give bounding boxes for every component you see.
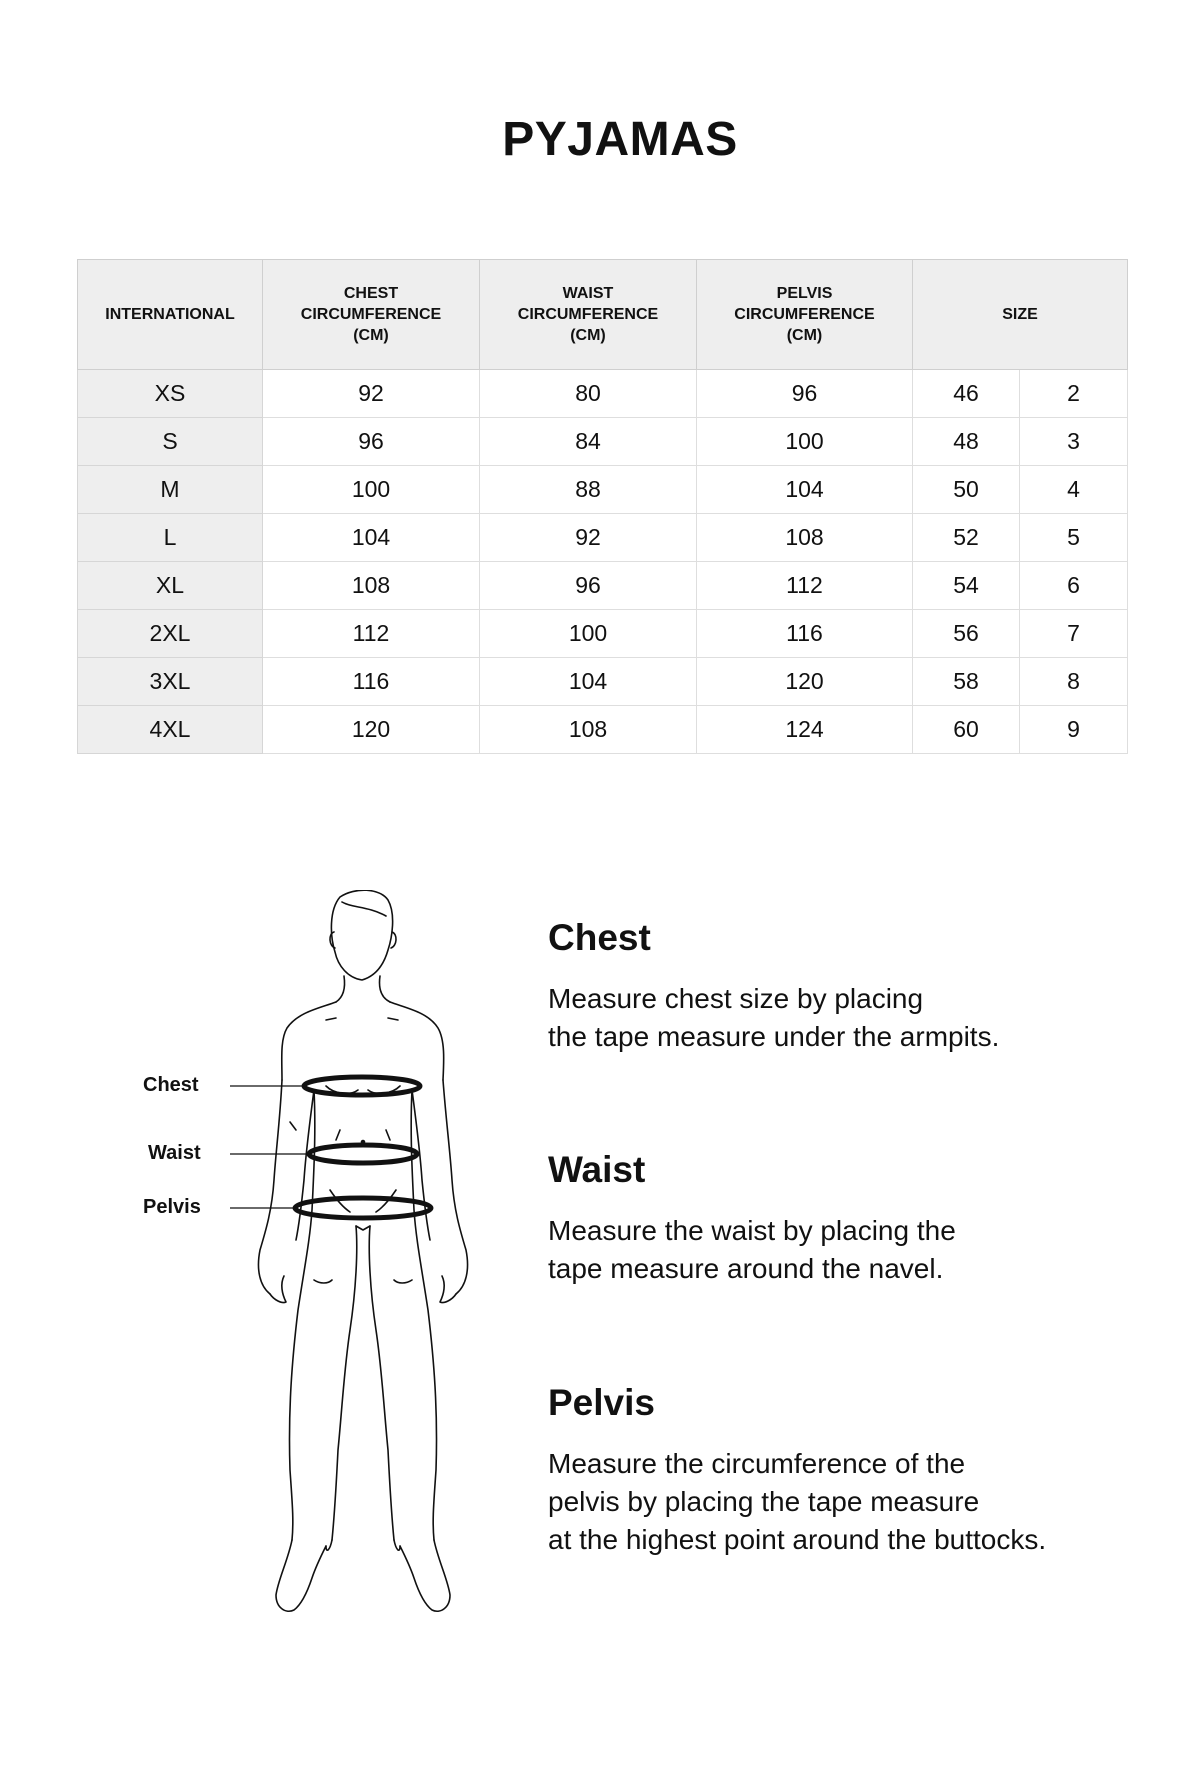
cell-waist: 96 [480,562,697,610]
cell-waist: 84 [480,418,697,466]
cell-chest: 120 [263,706,480,754]
header-chest: CHEST CIRCUMFERENCE (CM) [263,260,480,370]
header-size: SIZE [913,260,1128,370]
cell-pelvis: 100 [697,418,913,466]
cell-international: 2XL [78,610,263,658]
section-pelvis [548,1381,1148,1559]
table-row [78,658,1128,706]
table-row [78,706,1128,754]
cell-size-b: 5 [1020,514,1128,562]
table-row [78,418,1128,466]
cell-chest: 108 [263,562,480,610]
cell-size-b: 4 [1020,466,1128,514]
cell-chest: 92 [263,370,480,418]
page-title: PYJAMAS [502,113,738,166]
cell-chest: 116 [263,658,480,706]
table-row [78,466,1128,514]
pelvis-tape [295,1198,431,1218]
cell-size-a: 54 [913,562,1020,610]
cell-size-a: 58 [913,658,1020,706]
table-row [78,610,1128,658]
cell-waist: 100 [480,610,697,658]
cell-waist: 108 [480,706,697,754]
chest-tape [304,1077,420,1095]
cell-size-b: 9 [1020,706,1128,754]
table-row [78,514,1128,562]
cell-pelvis: 116 [697,610,913,658]
cell-waist: 80 [480,370,697,418]
cell-chest: 112 [263,610,480,658]
cell-waist: 104 [480,658,697,706]
table-header-row [78,260,1128,370]
cell-international: M [78,466,263,514]
header-waist: WAIST CIRCUMFERENCE (CM) [480,260,697,370]
cell-size-a: 56 [913,610,1020,658]
cell-pelvis: 124 [697,706,913,754]
figure-label-chest: Chest [143,1074,199,1096]
cell-size-b: 7 [1020,610,1128,658]
header-international: INTERNATIONAL [78,260,263,370]
cell-international: XS [78,370,263,418]
cell-size-a: 46 [913,370,1020,418]
cell-waist: 92 [480,514,697,562]
section-waist-heading: Waist [548,1149,646,1190]
cell-size-b: 2 [1020,370,1128,418]
cell-size-a: 50 [913,466,1020,514]
section-pelvis-heading: Pelvis [548,1382,655,1423]
cell-pelvis: 96 [697,370,913,418]
cell-waist: 88 [480,466,697,514]
section-chest-heading: Chest [548,917,651,958]
cell-chest: 104 [263,514,480,562]
cell-pelvis: 104 [697,466,913,514]
body-figure-illustration [230,890,490,1630]
figure-label-waist: Waist [148,1142,201,1164]
table-row [78,370,1128,418]
section-chest-text: Measure chest size by placing the tape measure under the armpits. [548,983,1000,1052]
cell-pelvis: 112 [697,562,913,610]
head-outline [331,890,392,980]
cell-size-b: 6 [1020,562,1128,610]
size-table [77,259,1128,754]
cell-international: 3XL [78,658,263,706]
table-row [78,562,1128,610]
cell-international: XL [78,562,263,610]
waist-tape [309,1145,417,1163]
header-pelvis: PELVIS CIRCUMFERENCE (CM) [697,260,913,370]
cell-international: S [78,418,263,466]
section-chest [548,916,1148,1056]
figure-label-pelvis: Pelvis [143,1196,201,1218]
cell-international: 4XL [78,706,263,754]
cell-size-b: 8 [1020,658,1128,706]
cell-chest: 96 [263,418,480,466]
cell-international: L [78,514,263,562]
cell-size-a: 52 [913,514,1020,562]
cell-pelvis: 120 [697,658,913,706]
cell-chest: 100 [263,466,480,514]
cell-pelvis: 108 [697,514,913,562]
cell-size-b: 3 [1020,418,1128,466]
cell-size-a: 60 [913,706,1020,754]
cell-size-a: 48 [913,418,1020,466]
section-pelvis-text: Measure the circumference of the pelvis by placing the tape measure at the highest point around the buttocks. [548,1448,1047,1555]
section-waist [548,1148,1148,1288]
section-waist-text: Measure the waist by placing the tape measure around the navel. [548,1215,956,1284]
